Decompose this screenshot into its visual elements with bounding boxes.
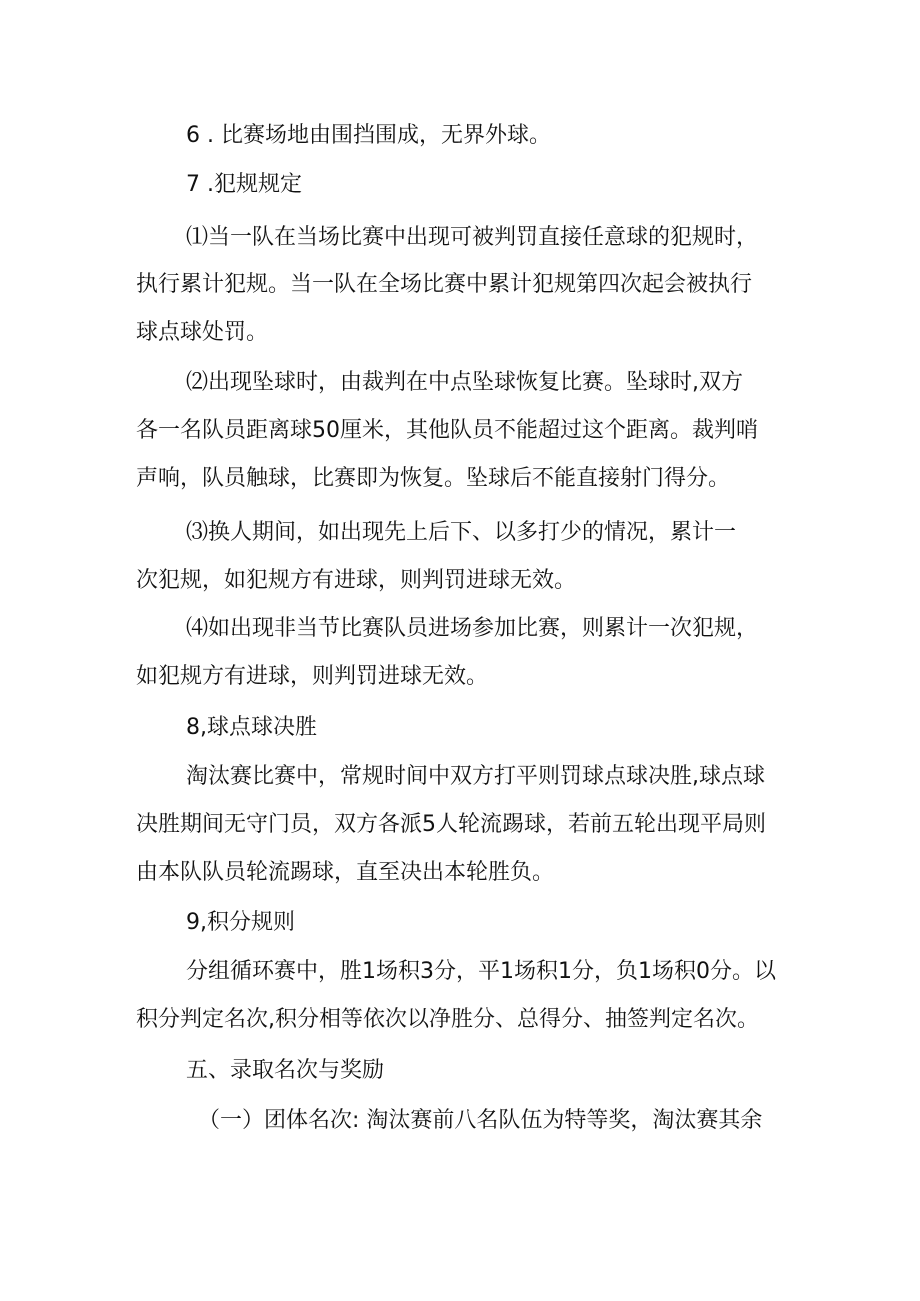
rule-9-heading: 9,积分规则 <box>186 910 295 935</box>
rule-8-body-line-3: 由本队队员轮流踢球，直至决出本轮胜负。 <box>136 860 555 885</box>
rule-6-heading: 6 . 比赛场地由围挡围成，无界外球。 <box>186 123 551 148</box>
foul-item-1-line-3: 球点球处罚。 <box>136 320 269 345</box>
foul-item-3-line-1: ⑶换人期间，如出现先上后下、以多打少的情况，累计一 <box>186 520 737 545</box>
foul-item-1-line-2: 执行累计犯规。当一队在全场比赛中累计犯规第四次起会被执行 <box>136 272 753 297</box>
foul-item-2-line-1: ⑵出现坠球时，由裁判在中点坠球恢复比赛。坠球时,双方 <box>186 370 743 395</box>
foul-item-1-line-1: ⑴当一队在当场比赛中出现可被判罚直接任意球的犯规时， <box>186 225 759 250</box>
rule-7-heading: 7 .犯规规定 <box>186 172 302 197</box>
rule-8-body-line-2: 决胜期间无守门员，双方各派5人轮流踢球，若前五轮出现平局则 <box>136 812 766 837</box>
rule-8-body-line-1: 淘汰赛比赛中，常规时间中双方打平则罚球点球决胜,球点球 <box>186 764 765 789</box>
foul-item-4-line-2: 如犯规方有进球，则判罚进球无效。 <box>136 664 489 689</box>
foul-item-3-line-2: 次犯规，如犯规方有进球，则判罚进球无效。 <box>136 568 577 593</box>
foul-item-2-line-3: 声响，队员触球，比赛即为恢复。坠球后不能直接射门得分。 <box>136 466 731 491</box>
rule-9-body-line-2: 积分判定名次,积分相等依次以净胜分、总得分、抽签判定名次。 <box>136 1007 759 1032</box>
rule-9-body-line-1: 分组循环赛中，胜1场积3分，平1场积1分，负1场积0分。以 <box>186 959 776 984</box>
foul-item-4-line-1: ⑷如出现非当节比赛队员进场参加比赛，则累计一次犯规， <box>186 616 759 641</box>
foul-item-2-line-2: 各一名队员距离球50厘米，其他队员不能超过这个距离。裁判哨 <box>136 418 758 443</box>
rule-8-heading: 8,球点球决胜 <box>186 715 317 740</box>
section-5-item-1-line-1: （一）团体名次: 淘汰赛前八名队伍为特等奖，淘汰赛其余 <box>198 1108 763 1133</box>
section-5-heading: 五、录取名次与奖励 <box>186 1058 385 1083</box>
